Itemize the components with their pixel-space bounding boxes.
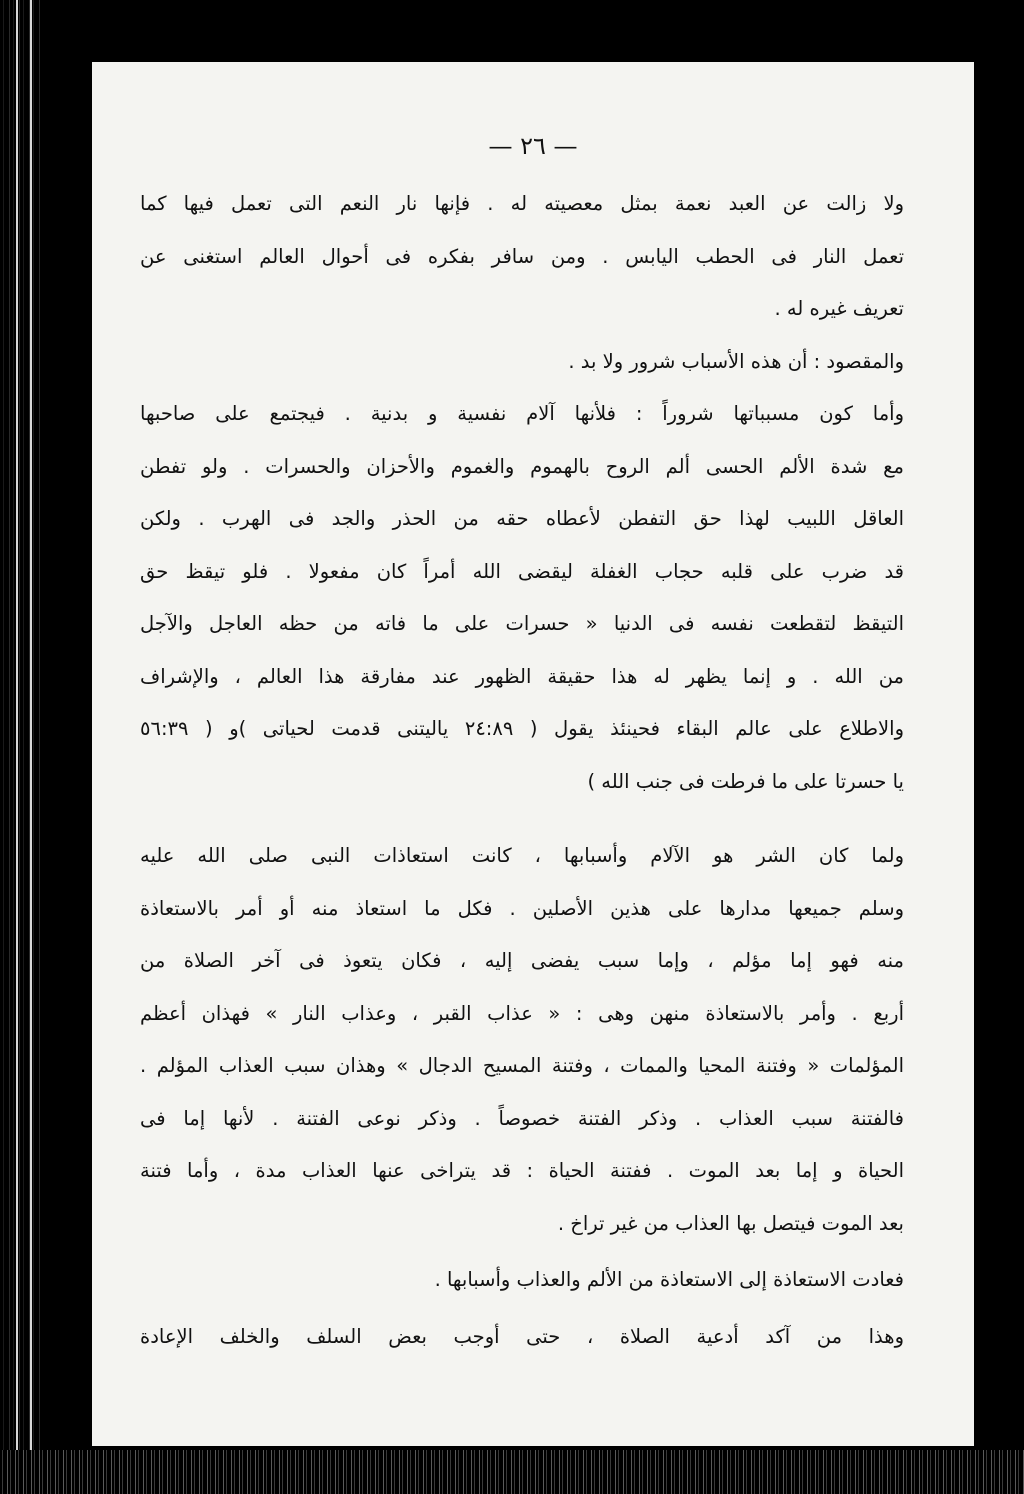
text-line: التيقظ لتقطعت نفسه فى الدنيا « حسرات على ما فاته من حظه العاجل والآجل <box>140 612 904 635</box>
scan-edge-stripe <box>30 0 32 1494</box>
text-line: مع شدة الألم الحسى ألم الروح بالهموم والغموم والأحزان والحسرات . ولو تفطن <box>140 454 904 478</box>
text-line: وهذا من آكد أدعية الصلاة ، حتى أوجب بعض السلف والخلف الإعادة <box>140 1324 904 1348</box>
text-line: منه فهو إما مؤلم ، وإما سبب يفضى إليه ، فكان يتعوذ فى آخر الصلاة من <box>140 949 904 972</box>
scan-edge-top <box>42 0 1024 40</box>
text-line: وأما كون مسبباتها شروراً : فلأنها آلام نفسية و بدنية . فيجتمع على صاحبها <box>140 402 904 425</box>
text-line: من الله . و إنما يظهر له هذا حقيقة الظهور عند مفارقة هذا العالم ، والإشراف <box>140 664 904 688</box>
text-line: الحياة و إما بعد الموت . ففتنة الحياة : قد يتراخى عنها العذاب مدة ، وأما فتنة <box>140 1159 904 1182</box>
text-line: ولما كان الشر هو الآلام وأسبابها ، كانت استعاذات النبى صلى الله عليه <box>140 844 904 867</box>
text-line: تعريف غيره له . <box>774 297 904 320</box>
text-line: فالفتنة سبب العذاب . وذكر الفتنة خصوصاً . وذكر نوعى الفتنة . لأنها إما فى <box>140 1106 904 1130</box>
paragraph-gap <box>140 808 904 830</box>
text-line: يا حسرتا على ما فرطت فى جنب الله ) <box>587 769 904 793</box>
page-number: — ٢٦ — <box>488 132 578 160</box>
text-line: فعادت الاستعاذة إلى الاستعاذة من الألم والعذاب وأسبابها . <box>434 1268 904 1291</box>
text-line: وسلم جميعها مدارها على هذين الأصلين . فكل ما استعاذ منه أو أمر بالاستعاذة <box>140 896 904 920</box>
text-line: قد ضرب على قلبه حجاب الغفلة ليقضى الله أمراً كان مفعولا . فلو تيقظ حق <box>140 559 904 583</box>
scan-edge-bottom <box>0 1450 1024 1494</box>
text-line: تعمل النار فى الحطب اليابس . ومن سافر بفكره فى أحوال العالم استغنى عن <box>140 244 904 268</box>
text-line: والمقصود : أن هذه الأسباب شرور ولا بد . <box>568 349 904 373</box>
book-page <box>92 62 974 1446</box>
text-line: بعد الموت فيتصل بها العذاب من غير تراخ . <box>557 1211 904 1235</box>
text-line: المؤلمات « وفتنة المحيا والممات ، وفتنة المسيح الدجال » وهذان سبب العذاب المؤلم . <box>140 1054 904 1077</box>
text-line: والاطلاع على عالم البقاء فحينئذ يقول ( ٢٤:٨٩ ياليتنى قدمت لحياتى )و ( ٥٦:٣٩ <box>140 717 904 740</box>
text-line: أربع . وأمر بالاستعاذة منهن وهى : « عذاب القبر ، وعذاب النار » فهذان أعظم <box>140 1001 904 1025</box>
page-body-text <box>140 178 904 1363</box>
scan-edge-left <box>0 0 42 1494</box>
scan-edge-stripe <box>16 0 18 1494</box>
text-line: ولا زالت عن العبد نعمة بمثل معصيته له . فإنها نار النعم التى تعمل فيها كما <box>140 192 904 215</box>
text-line: العاقل اللبيب لهذا حق التفطن لأعطاه حقه من الحذر والجد فى الهرب . ولكن <box>140 507 904 530</box>
